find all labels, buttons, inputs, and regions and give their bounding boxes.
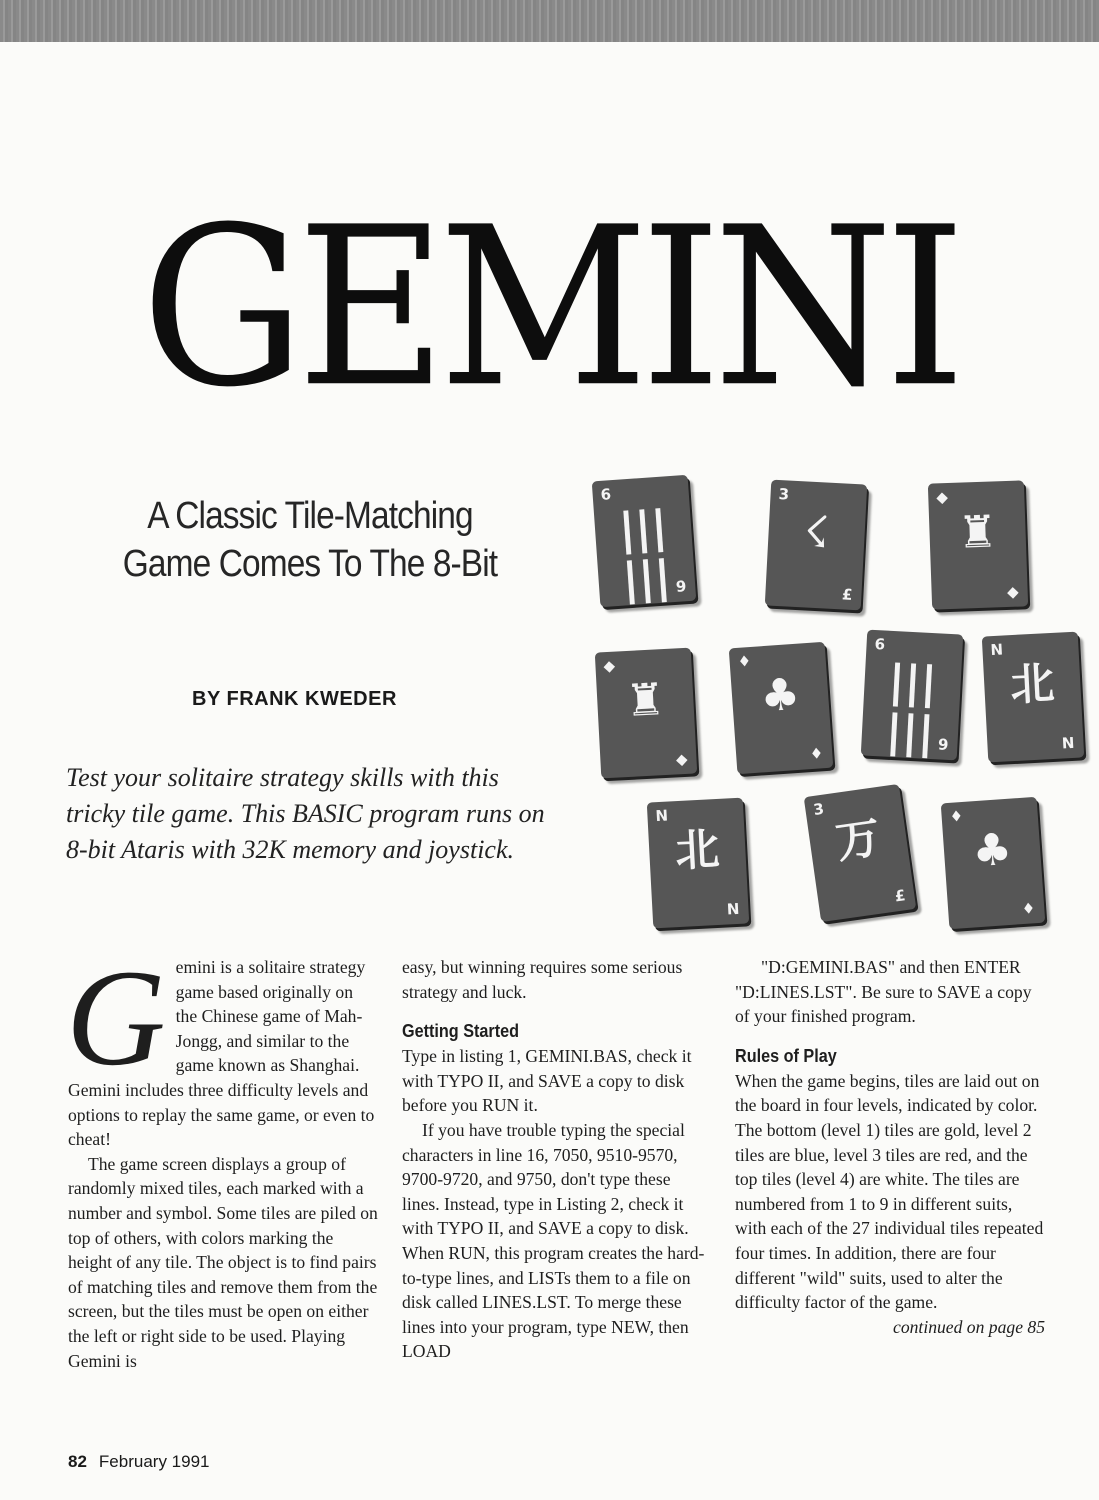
col1-paragraph-2: The game screen displays a group of randomly mixed tiles, each marked with a number and symbol. Some tiles are piled on top of others, with colors marking the height of any tile. The object is to find pairs of matching tiles and remove them from the screen, but the tiles must be open on either the left or right side to be used. Playing Gemini is	[68, 1153, 378, 1371]
tile-corner-mark: ◆	[675, 749, 688, 769]
mahjong-tile	[941, 797, 1046, 929]
col1-paragraph-1: emini is a solitaire strategy game based originally on the Chinese game of Mah-Jongg, and similar to the game known as Shanghai. Gemini includes three difficulty levels and options to replay the same game, or even to cheat!	[68, 957, 375, 1150]
col2-paragraph-1: Type in listing 1, GEMINI.BAS, check it with TYPO II, and SAVE a copy to disk before you RUN it.	[402, 1046, 692, 1116]
col3-paragraph-0: "D:GEMINI.BAS" and then ENTER "D:LINES.LST". Be sure to SAVE a copy of your finished program.	[735, 957, 1032, 1027]
col2-paragraph-0: easy, but winning requires some serious strategy and luck.	[402, 957, 683, 1002]
tile-symbol: ♣	[758, 668, 802, 723]
tile-corner-mark: ♦	[949, 806, 964, 826]
tile-corner-mark: 3	[778, 484, 790, 504]
tile-corner-mark: ♦	[809, 744, 824, 764]
tile-symbol: 北	[674, 823, 721, 878]
tile-corner-mark: ♦	[1021, 899, 1036, 919]
tile-corner-mark: 6	[600, 485, 612, 504]
drop-cap: G	[66, 941, 166, 1094]
tile-symbol: ☇	[802, 506, 831, 559]
tile-symbol: ♜	[624, 674, 667, 728]
column-1	[66, 941, 378, 1373]
subtitle-line-2: Game Comes To The 8-Bit	[122, 543, 498, 585]
subtitle-line-1: A Classic Tile-Matching	[147, 495, 473, 537]
tile-symbol: 万	[832, 812, 884, 869]
tile-corner-mark: ◆	[1006, 582, 1019, 602]
mahjong-tile	[928, 480, 1028, 609]
tile-corner-mark: ◆	[603, 656, 616, 676]
tile-corner-mark: N	[990, 640, 1004, 660]
tile-symbol: ||| |||	[884, 655, 939, 760]
byline: BY FRANK KWEDER	[192, 688, 397, 710]
tile-corner-mark: N	[726, 899, 740, 919]
mahjong-tile	[765, 480, 867, 611]
heading-rules-of-play: Rules of Play	[735, 1045, 837, 1066]
tile-corner-mark: 6	[874, 634, 886, 654]
tile-corner-mark: 9	[937, 735, 949, 754]
page-number: 82	[68, 1452, 87, 1471]
tile-corner-mark: 3	[812, 799, 826, 819]
tile-corner-mark: ♦	[737, 651, 752, 671]
mahjong-tile	[804, 784, 917, 922]
article-title: GEMINI	[141, 181, 958, 436]
tile-corner-mark: 9	[675, 577, 687, 596]
mahjong-tile	[647, 798, 749, 929]
subtitle	[72, 492, 547, 588]
column-3	[735, 955, 1045, 1339]
top-band	[0, 0, 1099, 42]
tile-symbol: ♜	[956, 506, 999, 559]
tile-symbol: ||| |||	[617, 501, 673, 606]
dek: Test your solitaire strategy skills with this tricky tile game. This BASIC program runs on 8-bit Ataris with 32K memory and joystick.	[66, 763, 545, 864]
tile-corner-mark: N	[1061, 733, 1075, 753]
tile-corner-mark: N	[655, 806, 669, 826]
tile-corner-mark: £	[841, 585, 853, 604]
col2-paragraph-2: If you have trouble typing the special characters in line 16, 7050, 9510-9570, 9700-9720, and 9750, don't type these lines. Instead, type in Listing 2, check it with TYPO II, and SAVE a copy to disk. When RUN, this program creates the hard-to-type lines, and LISTs them to a file on disk called LINES.LST. To merge these lines into your program, type NEW, then LOAD	[402, 1119, 705, 1362]
heading-getting-started: Getting Started	[402, 1021, 520, 1042]
mahjong-tile	[729, 642, 834, 774]
tile-corner-mark: £	[893, 886, 907, 906]
mahjong-tile	[595, 648, 697, 779]
tile-symbol: ♣	[970, 823, 1014, 878]
mahjong-tile	[982, 632, 1084, 763]
mahjong-tile	[592, 475, 697, 607]
column-2	[402, 955, 712, 1364]
mahjong-tile	[861, 630, 963, 761]
issue-date: February 1991	[98, 1452, 210, 1471]
tile-corner-mark: ◆	[936, 488, 949, 507]
col3-paragraph-1: When the game begins, tiles are laid out on the board in four levels, indicated by color. The bottom (level 1) tiles are gold, level 2 tiles are blue, level 3 tiles are red, and the top tiles (level 4) are white. The tiles are numbered from 1 to 9 in different suits, with each of the 27 individual tiles repeated four times. In addition, there are four different "wild" suits, used to alter the difficulty factor of the game.	[735, 1070, 1044, 1313]
page-footer	[68, 1452, 210, 1472]
continued-note: continued on page 85	[893, 1316, 1045, 1337]
tile-symbol: 北	[1009, 657, 1056, 712]
